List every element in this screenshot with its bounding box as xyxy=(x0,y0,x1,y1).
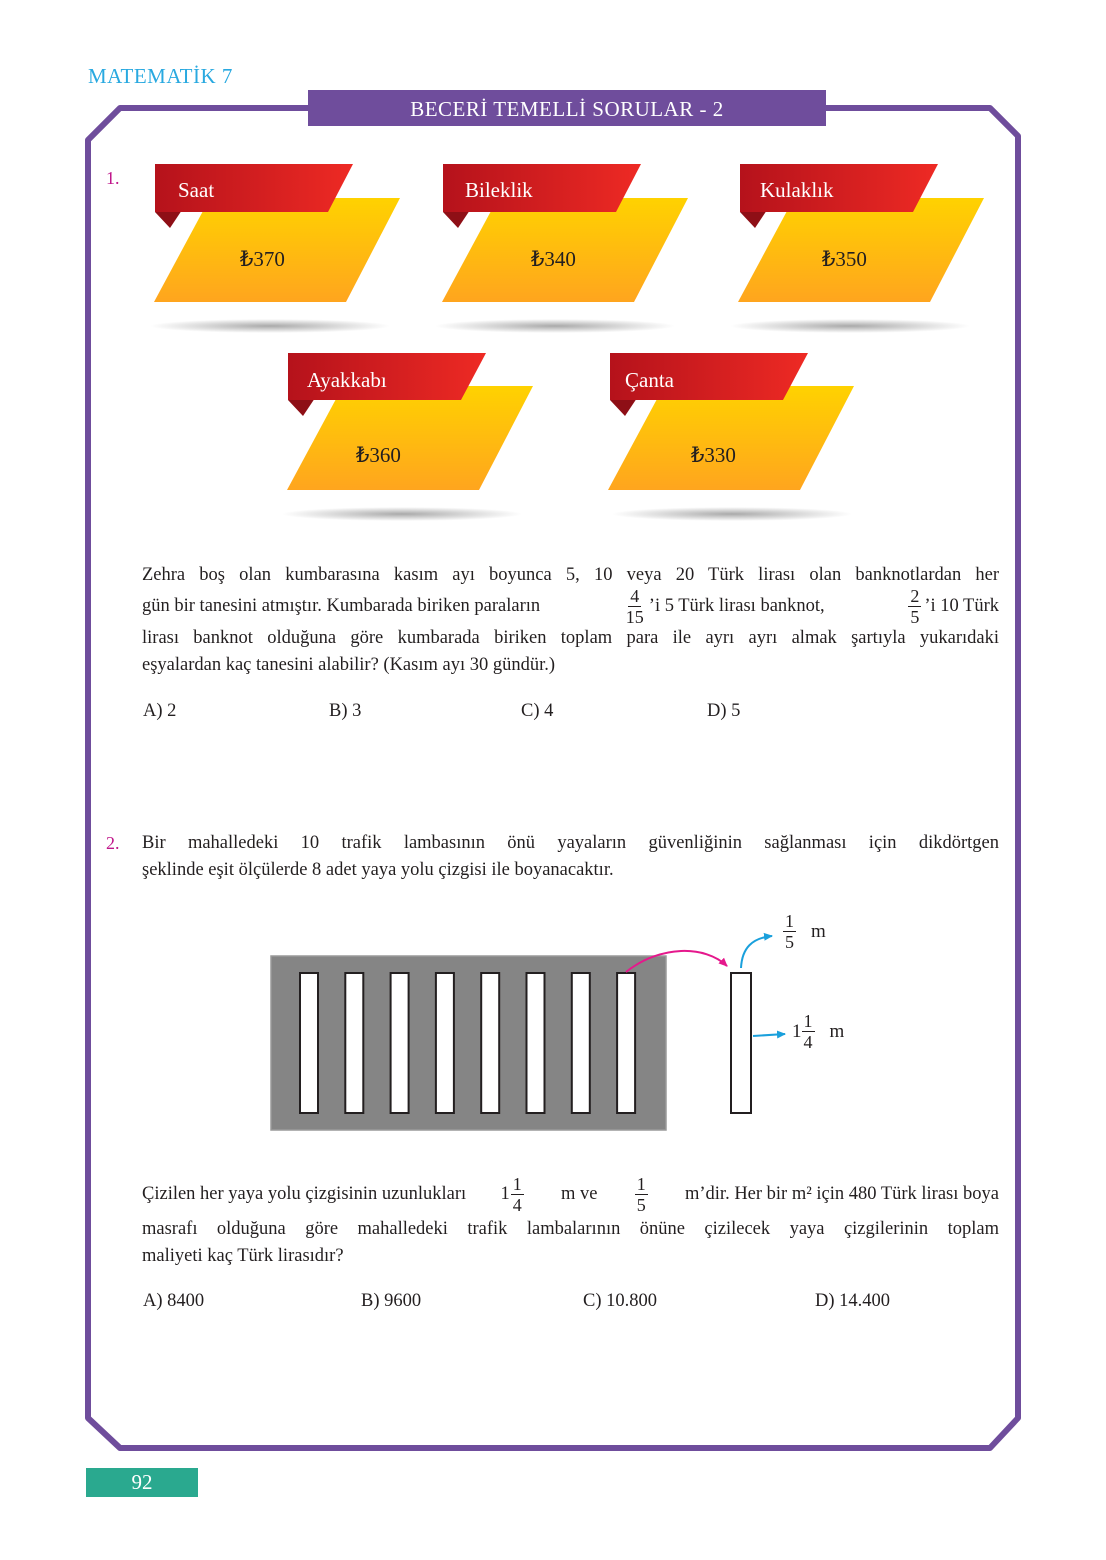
crosswalk-stripe xyxy=(436,973,454,1113)
q2-line-1: Bir mahalledeki 10 trafik lambasının önü yayaların güvenliğinin sağlanması için dikdörtgen xyxy=(142,833,999,853)
item-name-saat: Saat xyxy=(178,178,215,202)
q2b-line-3: maliyeti kaç Türk lirasıdır? xyxy=(142,1245,344,1266)
q2b-line-2: masrafı olduğuna göre mahalledeki trafik lambalarının önüne çizilecek yaya çizgilerinin toplam xyxy=(142,1219,999,1239)
q1-line-3: lirası banknot olduğuna göre kumbarada biriken toplam para ile ayrı ayrı almak şartıyla yukarıdaki xyxy=(142,627,999,648)
q2-option-b[interactable]: B) 9600 xyxy=(361,1291,422,1311)
crosswalk-stripe xyxy=(481,973,499,1113)
q2-option-a[interactable]: A) 8400 xyxy=(143,1291,205,1311)
crosswalk-stripe xyxy=(617,973,635,1113)
length-label: 1 $\frac{1}{4}$ m xyxy=(792,1011,845,1052)
section-title: BECERİ TEMELLİ SORULAR - 2 xyxy=(410,97,724,121)
item-name-ayakkabi: Ayakkabı xyxy=(307,368,387,392)
q1-option-b[interactable]: B) 3 xyxy=(329,701,362,721)
q1-line-2-b: ’i 5 Türk lirası banknot, xyxy=(648,596,825,617)
page-number: 92 xyxy=(131,1470,153,1494)
crosswalk-stripe xyxy=(391,973,409,1113)
fraction-1-4-length: $\frac{1}{4}$ xyxy=(803,1011,813,1052)
q1-option-d[interactable]: D) 5 xyxy=(707,701,741,721)
item-name-bileklik: Bileklik xyxy=(465,178,533,202)
q1-option-a[interactable]: A) 2 xyxy=(143,701,177,721)
length-arrow xyxy=(753,1034,785,1036)
subject-header: MATEMATİK 7 xyxy=(88,64,233,88)
q1-line-4: eşyalardan kaç tanesini alabilir? (Kasım ayı 30 gündür.) xyxy=(142,654,556,675)
road-surface xyxy=(271,956,666,1130)
item-price-saat: ₺370 xyxy=(240,247,285,271)
item-price-bileklik: ₺340 xyxy=(531,247,576,271)
q1-line-2-c: ’i 10 Türk xyxy=(924,596,999,617)
fraction-1-4: $\frac{1}{4}$ xyxy=(512,1173,522,1215)
q1-line-1: Zehra boş olan kumbarasına kasım ayı boyunca 5, 10 veya 20 Türk lirası olan banknotlardan her xyxy=(142,565,999,585)
item-name-kulaklik: Kulaklık xyxy=(760,178,834,202)
fraction-2-5: $\frac{2}{5}$ xyxy=(910,586,920,628)
width-label: $\frac{1}{5}$ m xyxy=(785,911,826,952)
q2-option-d[interactable]: D) 14.400 xyxy=(815,1291,891,1311)
crosswalk-stripe xyxy=(572,973,590,1113)
single-stripe xyxy=(731,973,751,1113)
q1-line-2-a: gün bir tanesini atmıştır. Kumbarada biriken paraların xyxy=(142,596,541,617)
crosswalk-stripe xyxy=(345,973,363,1113)
question-2-number: 2. xyxy=(106,833,120,853)
fraction-1-5: $\frac{1}{5}$ xyxy=(636,1173,646,1215)
width-arrow xyxy=(741,936,772,968)
item-price-ayakkabi: ₺360 xyxy=(356,443,401,467)
question-2-problem xyxy=(142,1172,999,1270)
question-1-number: 1. xyxy=(106,168,120,188)
fraction-1-5-width: $\frac{1}{5}$ xyxy=(785,911,794,952)
item-price-kulaklik: ₺350 xyxy=(822,247,867,271)
crosswalk-stripe xyxy=(527,973,545,1113)
item-name-canta: Çanta xyxy=(625,368,674,392)
q2-option-c[interactable]: C) 10.800 xyxy=(583,1291,657,1311)
fraction-4-15: $\frac{4}{15}$ xyxy=(625,586,644,628)
item-price-canta: ₺330 xyxy=(691,443,736,467)
q2b-line-1: Çizilen her yaya yolu çizgisinin uzunlukları 1 $\frac{1}{4}$ m ve $\frac{1}{5}$ m’dir. Her bir m² için 480 Türk lirası boya xyxy=(142,1173,999,1215)
crosswalk-stripe xyxy=(300,973,318,1113)
q1-option-c[interactable]: C) 4 xyxy=(521,701,554,721)
q2-line-2: şeklinde eşit ölçülerde 8 adet yaya yolu çizgisi ile boyanacaktır. xyxy=(142,859,614,880)
